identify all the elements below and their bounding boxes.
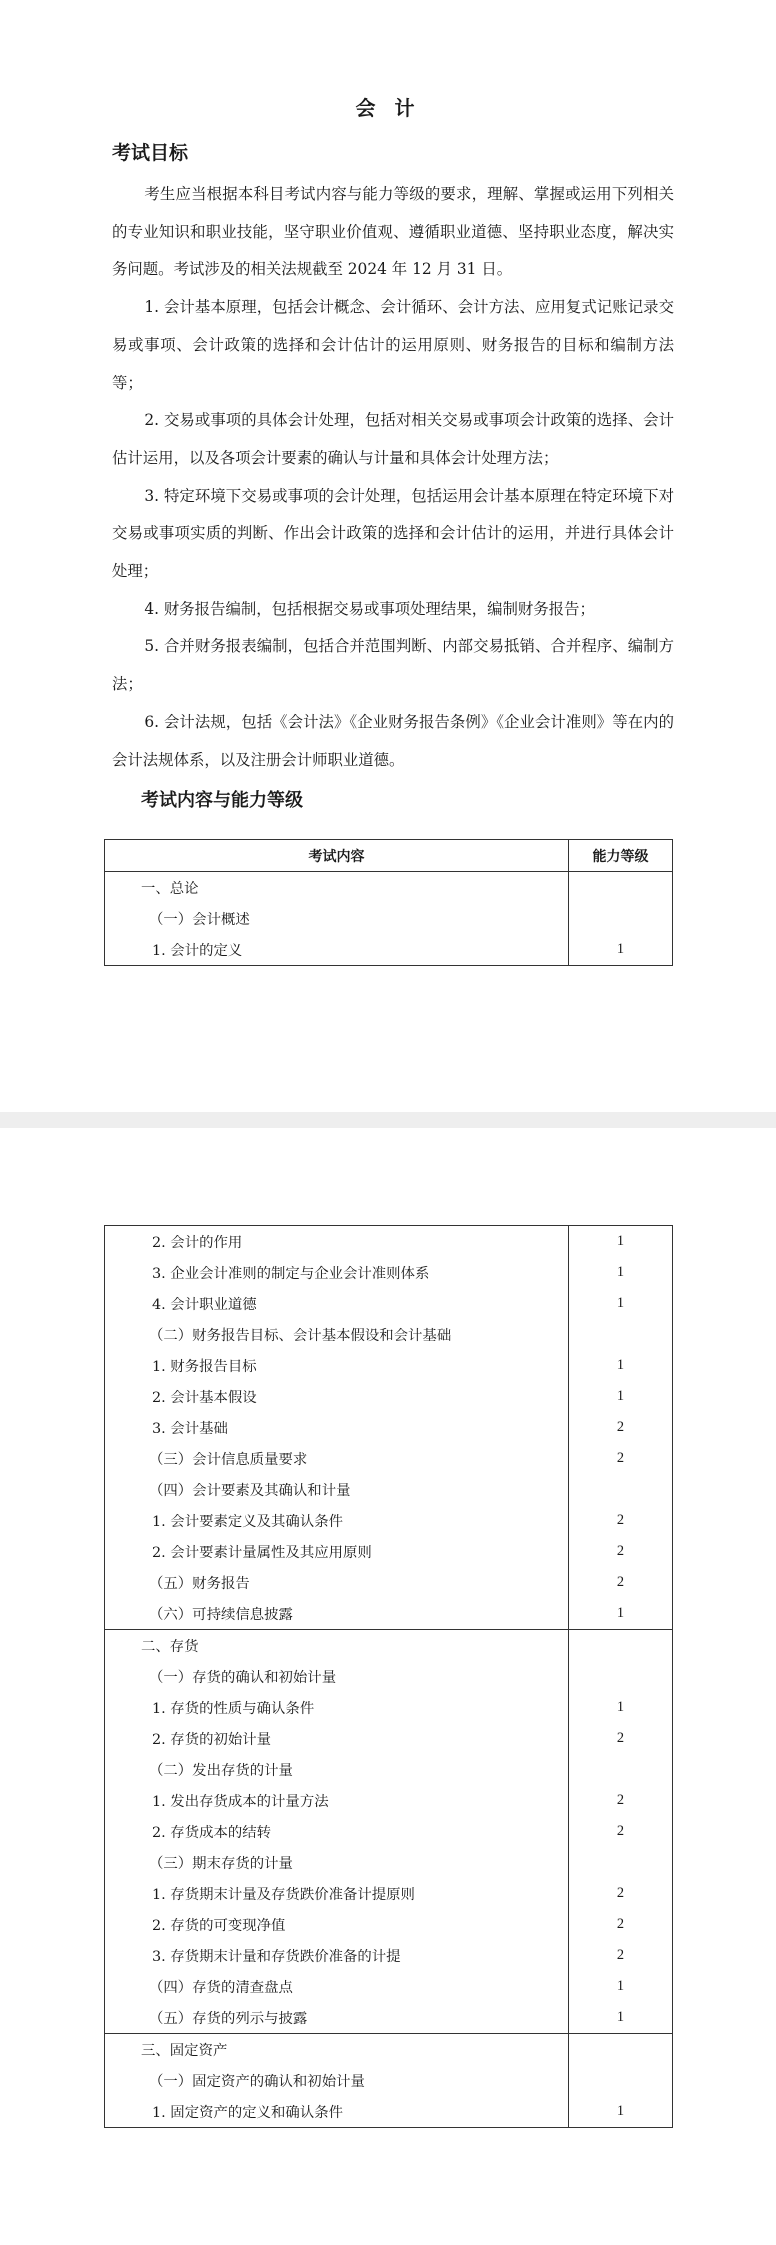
content-cell — [105, 1661, 569, 1692]
content-text: 一、总论 — [141, 881, 199, 897]
table-row — [105, 1723, 673, 1754]
table-row — [105, 1940, 673, 1971]
table-row — [105, 1971, 673, 2002]
objective-paragraph: 5. 合并财务报表编制，包括合并范围判断、内部交易抵销、合并程序、编制方法； — [112, 637, 674, 694]
level-cell — [569, 2034, 673, 2066]
table-body-2 — [105, 1226, 673, 2128]
content-text: 1. 财务报告目标 — [152, 1359, 257, 1375]
content-text: 1. 会计的定义 — [152, 943, 243, 959]
table-row — [105, 1381, 673, 1412]
level-cell: 2 — [569, 1785, 673, 1816]
table-row — [105, 1754, 673, 1785]
content-text: （六）可持续信息披露 — [149, 1607, 293, 1623]
table-row — [105, 1661, 673, 1692]
content-cell — [105, 1474, 569, 1505]
level-cell — [569, 1630, 673, 1662]
content-text: （三）期末存货的计量 — [149, 1856, 293, 1872]
table-row — [105, 1909, 673, 1940]
content-text: （五）存货的列示与披露 — [149, 2011, 308, 2027]
content-cell — [105, 872, 569, 904]
level-cell: 1 — [569, 1288, 673, 1319]
level-cell — [569, 1319, 673, 1350]
content-cell — [105, 1567, 569, 1598]
level-cell: 1 — [569, 1598, 673, 1630]
table-row — [105, 1536, 673, 1567]
table-row — [105, 2034, 673, 2066]
table-row — [105, 1692, 673, 1723]
table-row — [105, 1412, 673, 1443]
content-cell — [105, 1536, 569, 1567]
exam-content-heading: 考试内容与能力等级 — [141, 790, 303, 811]
level-cell: 2 — [569, 1536, 673, 1567]
content-text: 2. 会计要素计量属性及其应用原则 — [152, 1545, 372, 1561]
content-level-table-2 — [104, 1225, 673, 2128]
content-cell — [105, 1754, 569, 1785]
content-text: 2. 存货的初始计量 — [152, 1732, 272, 1748]
content-text: 二、存货 — [141, 1639, 199, 1655]
content-text: 3. 存货期末计量和存货跌价准备的计提 — [152, 1949, 401, 1965]
content-cell — [105, 903, 569, 934]
content-text: 2. 存货成本的结转 — [152, 1825, 272, 1841]
content-cell — [105, 1785, 569, 1816]
level-cell — [569, 903, 673, 934]
content-text: 1. 存货期末计量及存货跌价准备计提原则 — [152, 1887, 415, 1903]
content-text: 2. 会计的作用 — [152, 1235, 243, 1251]
content-cell — [105, 1226, 569, 1258]
content-cell — [105, 1381, 569, 1412]
table-row — [105, 1350, 673, 1381]
level-cell: 1 — [569, 2002, 673, 2034]
exam-objective-body — [112, 176, 674, 779]
content-cell — [105, 1630, 569, 1662]
page-2 — [0, 1128, 776, 2245]
table-row — [105, 934, 673, 966]
level-cell: 1 — [569, 1350, 673, 1381]
level-cell: 1 — [569, 1971, 673, 2002]
table-row — [105, 1598, 673, 1630]
objective-paragraph: 2. 交易或事项的具体会计处理，包括对相关交易或事项会计政策的选择、会计估计运用，以及各项会计要素的确认与计量和具体会计处理方法； — [112, 411, 674, 467]
content-cell — [105, 1878, 569, 1909]
table-row — [105, 1878, 673, 1909]
content-text: （四）会计要素及其确认和计量 — [149, 1483, 351, 1499]
content-cell — [105, 1692, 569, 1723]
content-cell — [105, 2096, 569, 2128]
document-title: 会 计 — [355, 96, 421, 120]
table-row — [105, 872, 673, 904]
content-cell — [105, 1723, 569, 1754]
level-cell: 2 — [569, 1567, 673, 1598]
objective-paragraph: 考生应当根据本科目考试内容与能力等级的要求，理解、掌握或运用下列相关的专业知识和职业技能，坚守职业价值观、遵循职业道德、坚持职业态度，解决实务问题。考试涉及的相关法规截至 2024 年 12 月 31 日。 — [112, 185, 674, 279]
content-cell — [105, 2034, 569, 2066]
content-cell — [105, 1971, 569, 2002]
content-cell — [105, 1940, 569, 1971]
level-cell — [569, 1661, 673, 1692]
content-text: 3. 会计基础 — [152, 1421, 228, 1437]
table-body-1 — [105, 872, 673, 966]
table-row — [105, 2065, 673, 2096]
content-cell — [105, 1816, 569, 1847]
header-level: 能力等级 — [569, 840, 673, 872]
content-text: 三、固定资产 — [141, 2043, 228, 2059]
level-cell: 2 — [569, 1723, 673, 1754]
table-row — [105, 1567, 673, 1598]
level-cell: 2 — [569, 1443, 673, 1474]
content-cell — [105, 1412, 569, 1443]
content-cell — [105, 2065, 569, 2096]
table-row — [105, 1443, 673, 1474]
table-row — [105, 1319, 673, 1350]
level-cell: 1 — [569, 934, 673, 966]
content-text: （一）固定资产的确认和初始计量 — [149, 2074, 365, 2090]
level-cell — [569, 872, 673, 904]
content-cell — [105, 1909, 569, 1940]
table-row — [105, 1785, 673, 1816]
table-row — [105, 903, 673, 934]
objective-paragraph: 3. 特定环境下交易或事项的会计处理，包括运用会计基本原理在特定环境下对交易或事项实质的判断、作出会计政策的选择和会计估计的运用，并进行具体会计处理； — [112, 486, 674, 581]
objective-paragraph: 6. 会计法规，包括《会计法》《企业财务报告条例》《企业会计准则》等在内的会计法规体系，以及注册会计师职业道德。 — [112, 712, 674, 769]
content-text: 4. 会计职业道德 — [152, 1297, 257, 1313]
level-cell: 1 — [569, 1692, 673, 1723]
content-text: （二）发出存货的计量 — [149, 1763, 293, 1779]
objective-paragraph: 4. 财务报告编制，包括根据交易或事项处理结果，编制财务报告； — [144, 599, 595, 618]
level-cell — [569, 2065, 673, 2096]
table-row — [105, 1257, 673, 1288]
content-cell — [105, 1847, 569, 1878]
level-cell: 2 — [569, 1909, 673, 1940]
level-cell: 2 — [569, 1878, 673, 1909]
page-1 — [0, 0, 776, 1112]
content-cell — [105, 1350, 569, 1381]
level-cell: 2 — [569, 1412, 673, 1443]
content-cell — [105, 1443, 569, 1474]
page-separator — [0, 1112, 776, 1128]
table-row — [105, 1630, 673, 1662]
content-text: 1. 会计要素定义及其确认条件 — [152, 1514, 343, 1530]
level-cell — [569, 1474, 673, 1505]
content-text: （五）财务报告 — [149, 1576, 250, 1592]
level-cell: 1 — [569, 2096, 673, 2128]
content-text: （四）存货的清查盘点 — [149, 1980, 293, 1996]
content-cell — [105, 1257, 569, 1288]
content-text: （一）存货的确认和初始计量 — [149, 1670, 337, 1686]
content-cell — [105, 934, 569, 966]
table-row — [105, 1226, 673, 1258]
level-cell — [569, 1847, 673, 1878]
content-text: 2. 会计基本假设 — [152, 1390, 257, 1406]
level-cell: 2 — [569, 1940, 673, 1971]
level-cell: 2 — [569, 1505, 673, 1536]
content-text: （一）会计概述 — [149, 912, 250, 928]
table-row — [105, 1474, 673, 1505]
table-row — [105, 1288, 673, 1319]
level-cell: 1 — [569, 1381, 673, 1412]
content-text: 3. 企业会计准则的制定与企业会计准则体系 — [152, 1266, 430, 1282]
table-row — [105, 1847, 673, 1878]
level-cell: 1 — [569, 1226, 673, 1258]
content-text: （二）财务报告目标、会计基本假设和会计基础 — [149, 1328, 452, 1344]
content-text: 1. 固定资产的定义和确认条件 — [152, 2105, 343, 2121]
table-row — [105, 2096, 673, 2128]
content-cell — [105, 1319, 569, 1350]
content-text: 2. 存货的可变现净值 — [152, 1918, 286, 1934]
content-text: 1. 发出存货成本的计量方法 — [152, 1794, 329, 1810]
content-cell — [105, 1598, 569, 1630]
content-cell — [105, 2002, 569, 2034]
content-text: 1. 存货的性质与确认条件 — [152, 1701, 315, 1717]
header-content: 考试内容 — [105, 840, 569, 872]
content-cell — [105, 1288, 569, 1319]
objective-paragraph: 1. 会计基本原理，包括会计概念、会计循环、会计方法、应用复式记账记录交易或事项、会计政策的选择和会计估计的运用原则、财务报告的目标和编制方法等； — [112, 298, 674, 392]
content-level-table-1 — [104, 839, 673, 966]
content-cell — [105, 1505, 569, 1536]
level-cell — [569, 1754, 673, 1785]
content-text: （三）会计信息质量要求 — [149, 1452, 308, 1468]
level-cell: 2 — [569, 1816, 673, 1847]
table-row — [105, 1505, 673, 1536]
level-cell: 1 — [569, 1257, 673, 1288]
table-row — [105, 2002, 673, 2034]
exam-objective-heading: 考试目标 — [112, 142, 189, 164]
table-row — [105, 1816, 673, 1847]
